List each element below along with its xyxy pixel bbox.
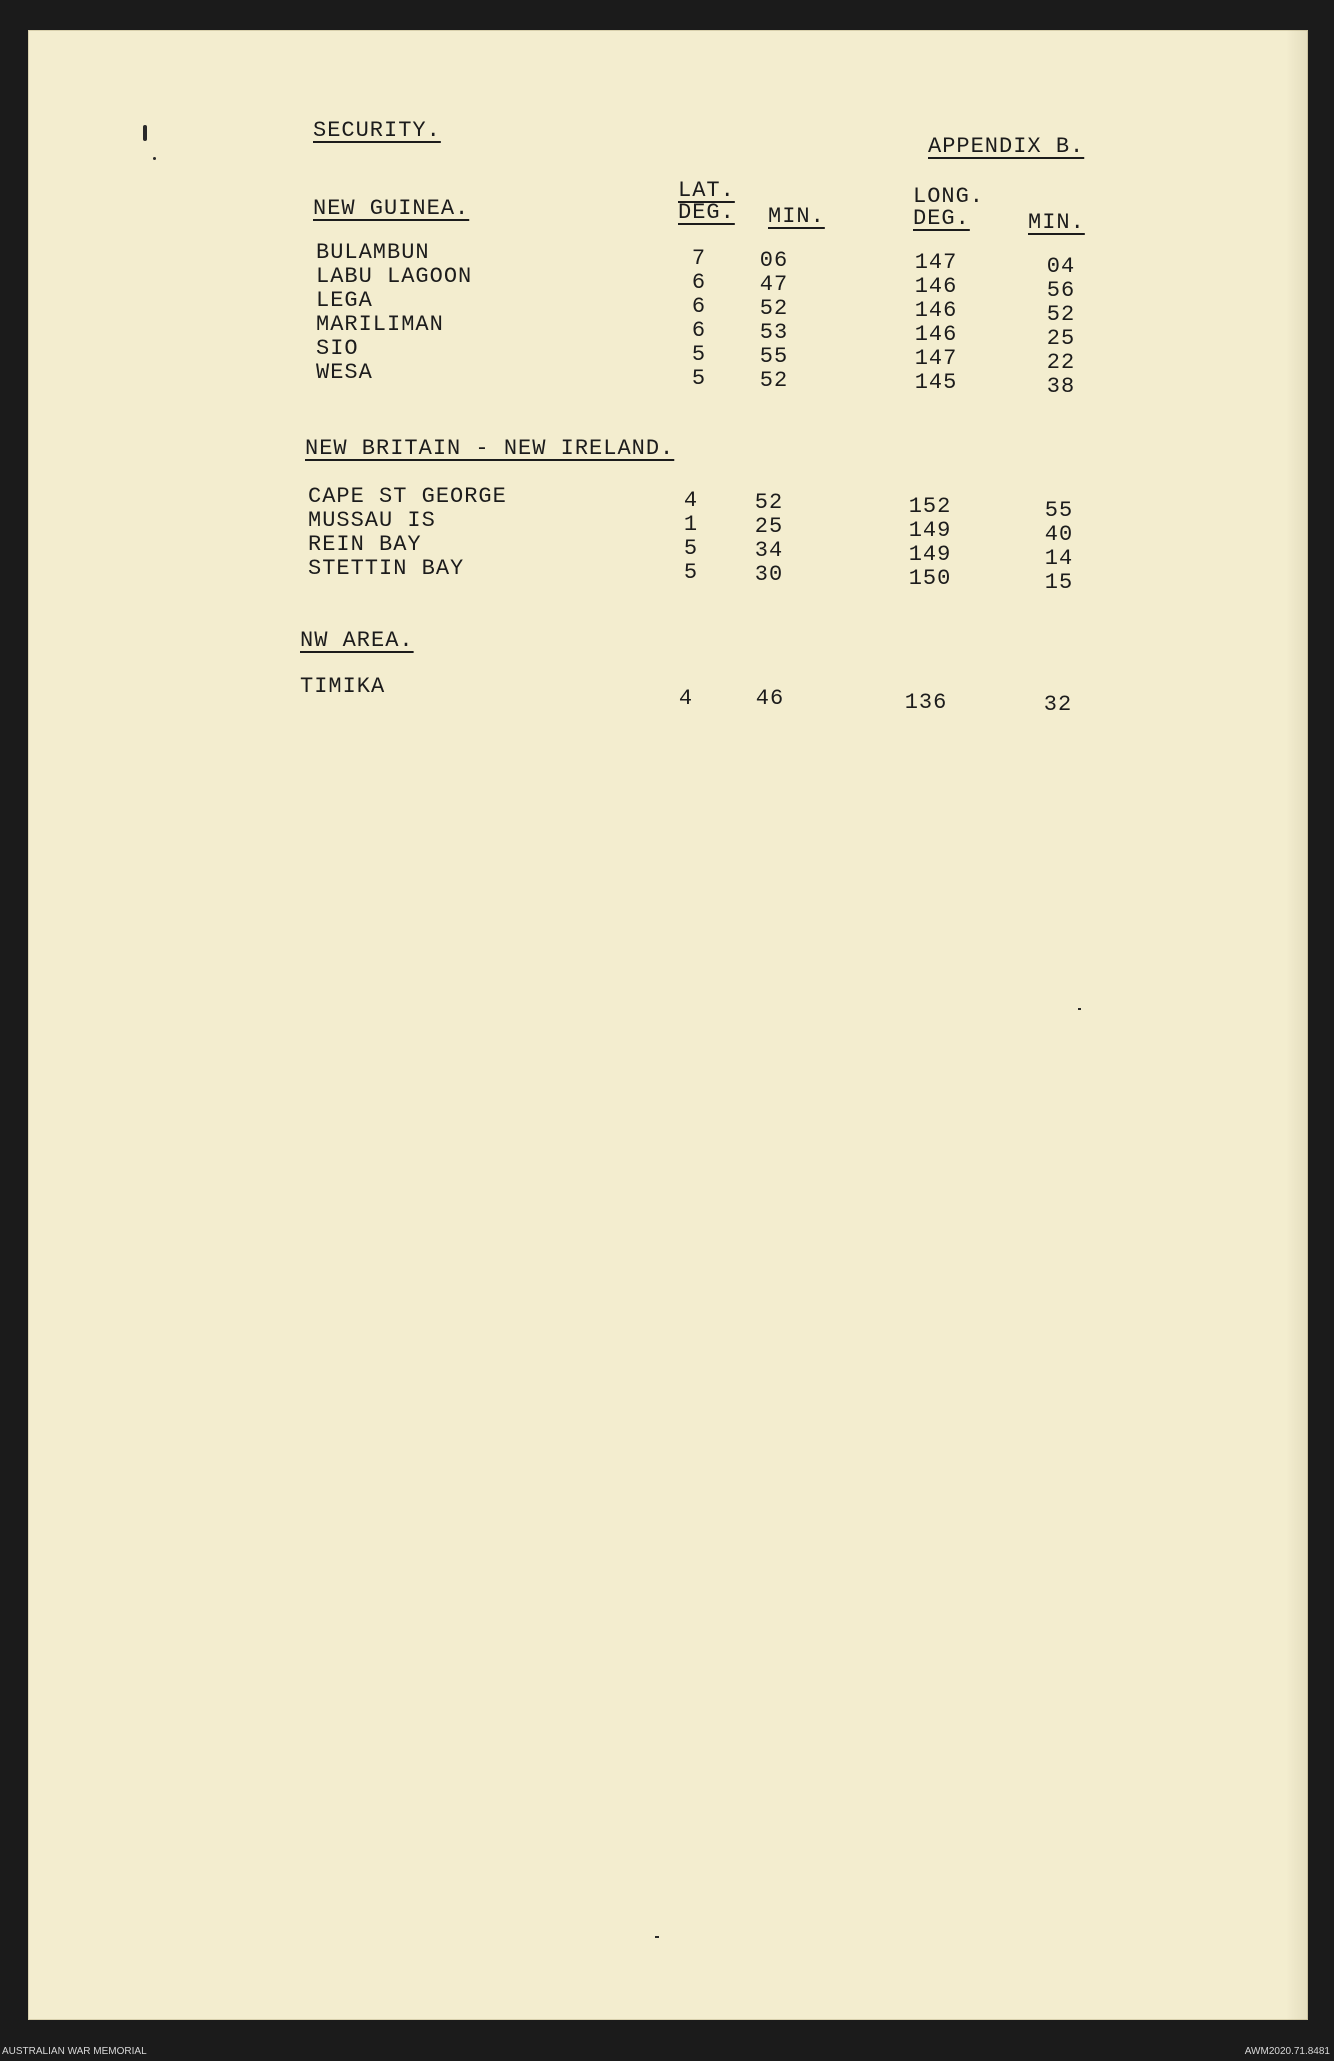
- lat-deg-value: 7: [691, 246, 707, 271]
- lat-deg-value: 1: [683, 512, 699, 537]
- lat-deg-value: 5: [691, 342, 707, 367]
- speck-mark: [153, 157, 156, 160]
- lat-min-value: 53: [759, 320, 789, 345]
- long-deg-value: 146: [914, 322, 958, 347]
- lat-deg-value: 4: [683, 488, 699, 513]
- lat-min-value: 30: [754, 562, 784, 587]
- place-name: WESA: [316, 360, 373, 385]
- place-name: LABU LAGOON: [316, 264, 473, 289]
- document-page: [28, 30, 1308, 2020]
- lat-deg-value: 6: [691, 270, 707, 295]
- long-deg-value: 149: [908, 518, 952, 543]
- place-name: SIO: [316, 336, 359, 361]
- long-header: LONG.: [913, 184, 985, 209]
- long-deg-value: 146: [914, 298, 958, 323]
- lat-min-value: 06: [759, 248, 789, 273]
- place-name: BULAMBUN: [316, 240, 430, 265]
- lat-min-value: 47: [759, 272, 789, 297]
- section-title: NEW BRITAIN - NEW IRELAND.: [305, 436, 675, 461]
- place-name: LEGA: [316, 288, 373, 313]
- place-name: MUSSAU IS: [308, 508, 436, 533]
- lat-min-header: MIN.: [768, 204, 825, 229]
- section-title: NW AREA.: [300, 628, 414, 653]
- long-min-value: 55: [1044, 498, 1074, 523]
- section-title: NEW GUINEA.: [313, 196, 470, 221]
- speck-mark: [655, 1936, 659, 1938]
- long-min-value: 52: [1046, 302, 1076, 327]
- long-min-value: 56: [1046, 278, 1076, 303]
- place-name: REIN BAY: [308, 532, 422, 557]
- place-name: TIMIKA: [300, 674, 386, 699]
- appendix-label: APPENDIX B.: [928, 134, 1085, 159]
- lat-min-value: 52: [759, 296, 789, 321]
- lat-header: LAT.: [678, 178, 735, 203]
- long-deg-header: DEG.: [913, 206, 970, 231]
- lat-min-value: 55: [759, 344, 789, 369]
- long-deg-value: 147: [914, 346, 958, 371]
- place-name: CAPE ST GEORGE: [308, 484, 507, 509]
- lat-deg-value: 5: [691, 366, 707, 391]
- long-min-value: 22: [1046, 350, 1076, 375]
- speck-mark: [1078, 1008, 1081, 1010]
- lat-min-value: 25: [754, 514, 784, 539]
- long-min-value: 25: [1046, 326, 1076, 351]
- footer-left: AUSTRALIAN WAR MEMORIAL: [2, 2046, 147, 2057]
- long-min-value: 14: [1044, 546, 1074, 571]
- long-deg-value: 146: [914, 274, 958, 299]
- long-deg-value: 147: [914, 250, 958, 275]
- footer-right: AWM2020.71.8481: [1244, 2046, 1330, 2057]
- long-deg-value: 149: [908, 542, 952, 567]
- long-min-value: 32: [1043, 692, 1073, 717]
- long-deg-value: 145: [914, 370, 958, 395]
- place-name: STETTIN BAY: [308, 556, 465, 581]
- long-min-value: 04: [1046, 254, 1076, 279]
- lat-min-value: 46: [755, 686, 785, 711]
- lat-deg-value: 4: [678, 686, 694, 711]
- lat-deg-value: 6: [691, 318, 707, 343]
- lat-min-value: 34: [754, 538, 784, 563]
- lat-deg-value: 6: [691, 294, 707, 319]
- long-min-value: 15: [1044, 570, 1074, 595]
- long-deg-value: 150: [908, 566, 952, 591]
- long-deg-value: 152: [908, 494, 952, 519]
- long-min-value: 40: [1044, 522, 1074, 547]
- lat-deg-value: 5: [683, 536, 699, 561]
- paper-edge-shadow: [1286, 30, 1308, 2020]
- place-name: MARILIMAN: [316, 312, 444, 337]
- long-deg-value: 136: [904, 690, 948, 715]
- lat-deg-header: DEG.: [678, 200, 735, 225]
- lat-min-value: 52: [754, 490, 784, 515]
- long-min-header: MIN.: [1028, 210, 1085, 235]
- long-min-value: 38: [1046, 374, 1076, 399]
- lat-min-value: 52: [759, 368, 789, 393]
- lat-deg-value: 5: [683, 560, 699, 585]
- staple-mark: [143, 125, 147, 141]
- classification-label: SECURITY.: [313, 118, 441, 143]
